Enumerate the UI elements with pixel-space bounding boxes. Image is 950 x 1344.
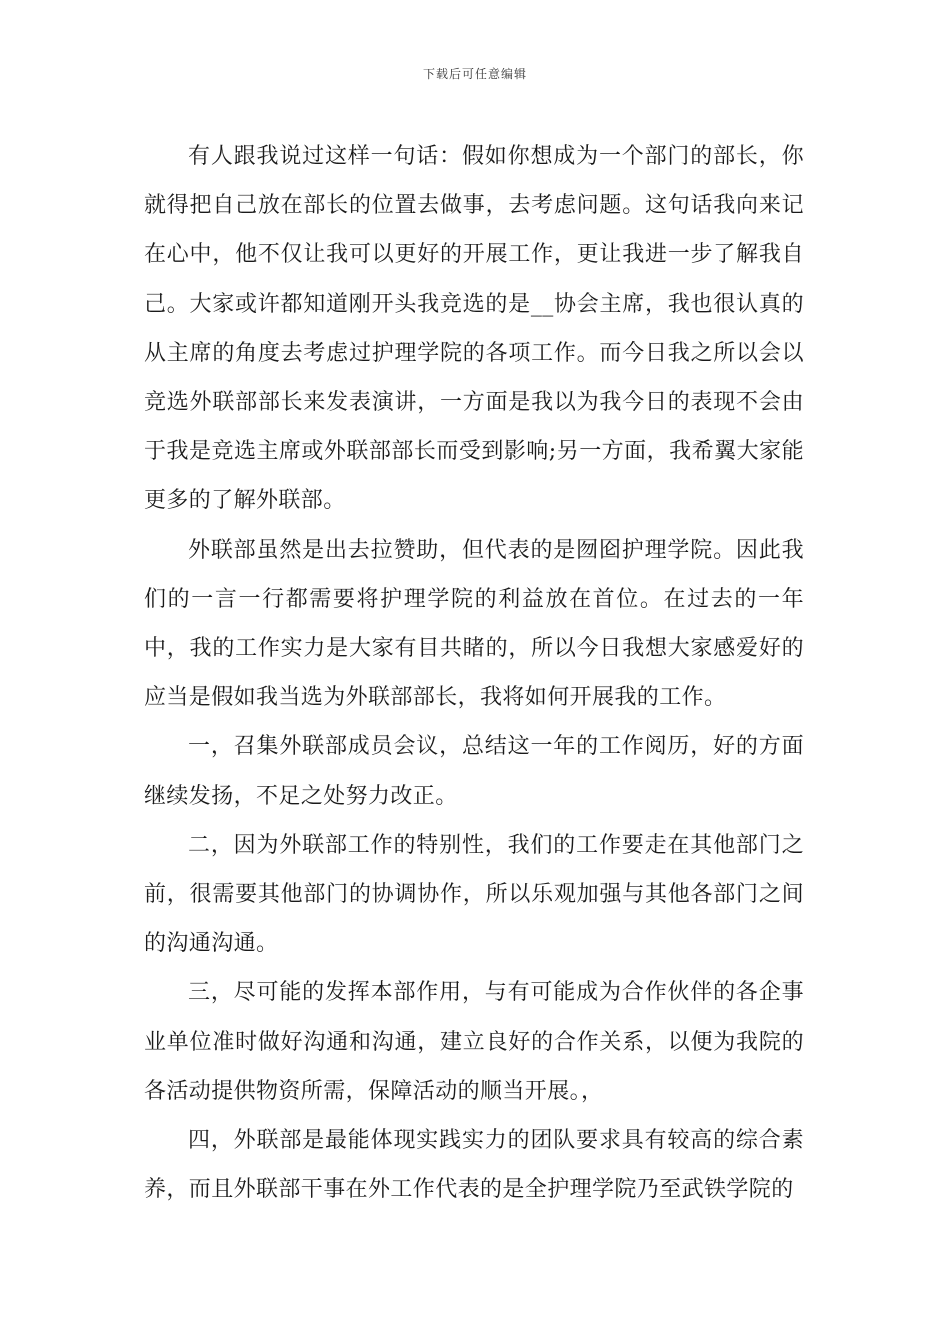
- paragraph-3: 一，召集外联部成员会议，总结这一年的工作阅历，好的方面继续发扬，不足之处努力改正。: [144, 734, 804, 809]
- paragraph-5: 三，尽可能的发挥本部作用，与有可能成为合作伙伴的各企事业单位准时做好沟通和沟通，建立良好的合作关系，以便为我院的各活动提供物资所需，保障活动的顺当开展。，: [144, 980, 804, 1104]
- page-header: 下载后可任意编辑: [422, 67, 527, 81]
- paragraph-2: 外联部虽然是出去拉赞助，但代表的是囫囵护理学院。因此我们的一言一行都需要将护理学院的利益放在首位。在过去的一年中，我的工作实力是大家有目共睹的，所以今日我想大家感爱好的应当是假如我当选为外联部部长，我将如何开展我的工作。: [144, 537, 804, 711]
- paragraph-6: 四，外联部是最能体现实践实力的团队要求具有较高的综合素养，而且外联部干事在外工作代表的是全护理学院乃至武铁学院的: [144, 1128, 804, 1203]
- paragraph-1: 有人跟我说过这样一句话：假如你想成为一个部门的部长，你就得把自己放在部长的位置去做事，去考虑问题。这句话我向来记在心中，他不仅让我可以更好的开展工作，更让我进一步了解我自己。大家或许都知道刚开头我竞选的是__协会主席，我也很认真的从主席的角度去考虑过护理学院的各项工作。而今日我之所以会以竞选外联部部长来发表演讲，一方面是我以为我今日的表现不会由于我是竞选主席或外联部部长而受到影响;另一方面，我希翼大家能更多的了解外联部。: [144, 144, 804, 514]
- paragraph-4: 二，因为外联部工作的特别性，我们的工作要走在其他部门之前，很需要其他部门的协调协作，所以乐观加强与其他各部门之间的沟通沟通。: [144, 832, 804, 957]
- document-body: [144, 132, 804, 1214]
